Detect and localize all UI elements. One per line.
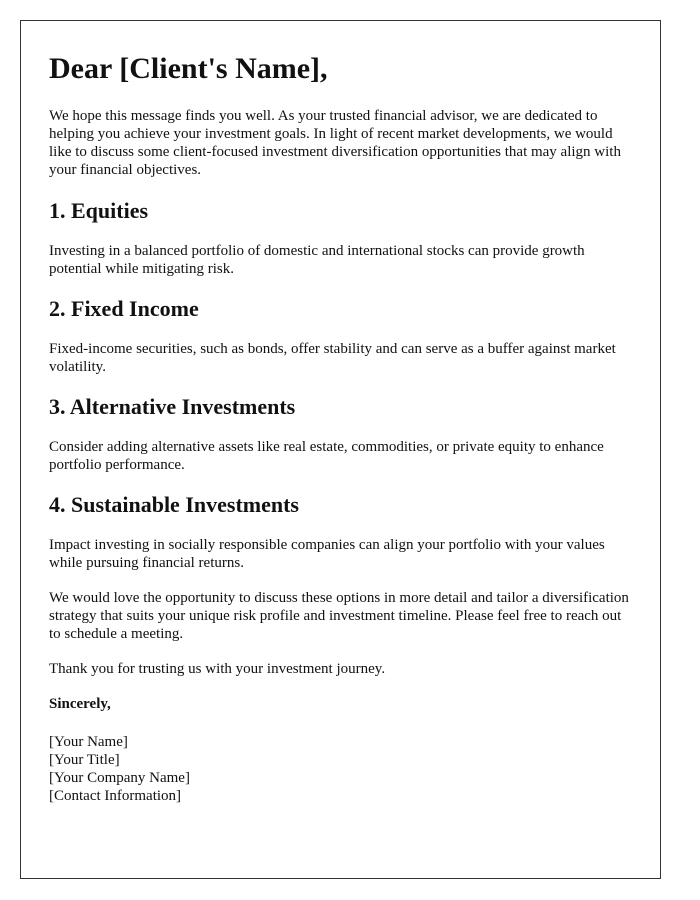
signature-title: [Your Title] xyxy=(49,752,120,768)
signature-contact: [Contact Information] xyxy=(49,788,182,804)
section-heading-equities: 1. Equities xyxy=(49,198,149,223)
section-body-sustainable-investments: Impact investing in socially responsible companies can align your portfolio with your values while pursuing financial returns. xyxy=(49,537,605,571)
section-body-equities: Investing in a balanced portfolio of domestic and international stocks can provide growth potential while mitigating risk. xyxy=(49,243,585,277)
signature-name: [Your Name] xyxy=(49,734,128,750)
section-heading-fixed-income: 2. Fixed Income xyxy=(49,296,199,321)
intro-paragraph: We hope this message finds you well. As your trusted financial advisor, we are dedicated to helping you achieve your investment goals. In light of recent market developments, we would like to discuss some client-focused investment diversification opportunities that may align with your financial objectives. xyxy=(49,108,621,178)
signature-company: [Your Company Name] xyxy=(49,770,190,786)
letter-page xyxy=(20,20,661,879)
section-heading-sustainable-investments: 4. Sustainable Investments xyxy=(49,492,299,517)
greeting: Dear [Client's Name], xyxy=(49,52,328,85)
closing-paragraph: We would love the opportunity to discuss these options in more detail and tailor a diversification strategy that suits your unique risk profile and investment timeline. Please feel free to reach out to schedule a meeting. xyxy=(49,590,629,642)
section-heading-alternative-investments: 3. Alternative Investments xyxy=(49,394,296,419)
section-body-fixed-income: Fixed-income securities, such as bonds, offer stability and can serve as a buffer against market volatility. xyxy=(49,341,616,375)
section-body-alternative-investments: Consider adding alternative assets like real estate, commodities, or private equity to enhance portfolio performance. xyxy=(49,439,604,473)
signoff: Sincerely, xyxy=(49,696,111,712)
signature-block xyxy=(49,733,632,805)
thanks-line: Thank you for trusting us with your investment journey. xyxy=(49,661,386,677)
